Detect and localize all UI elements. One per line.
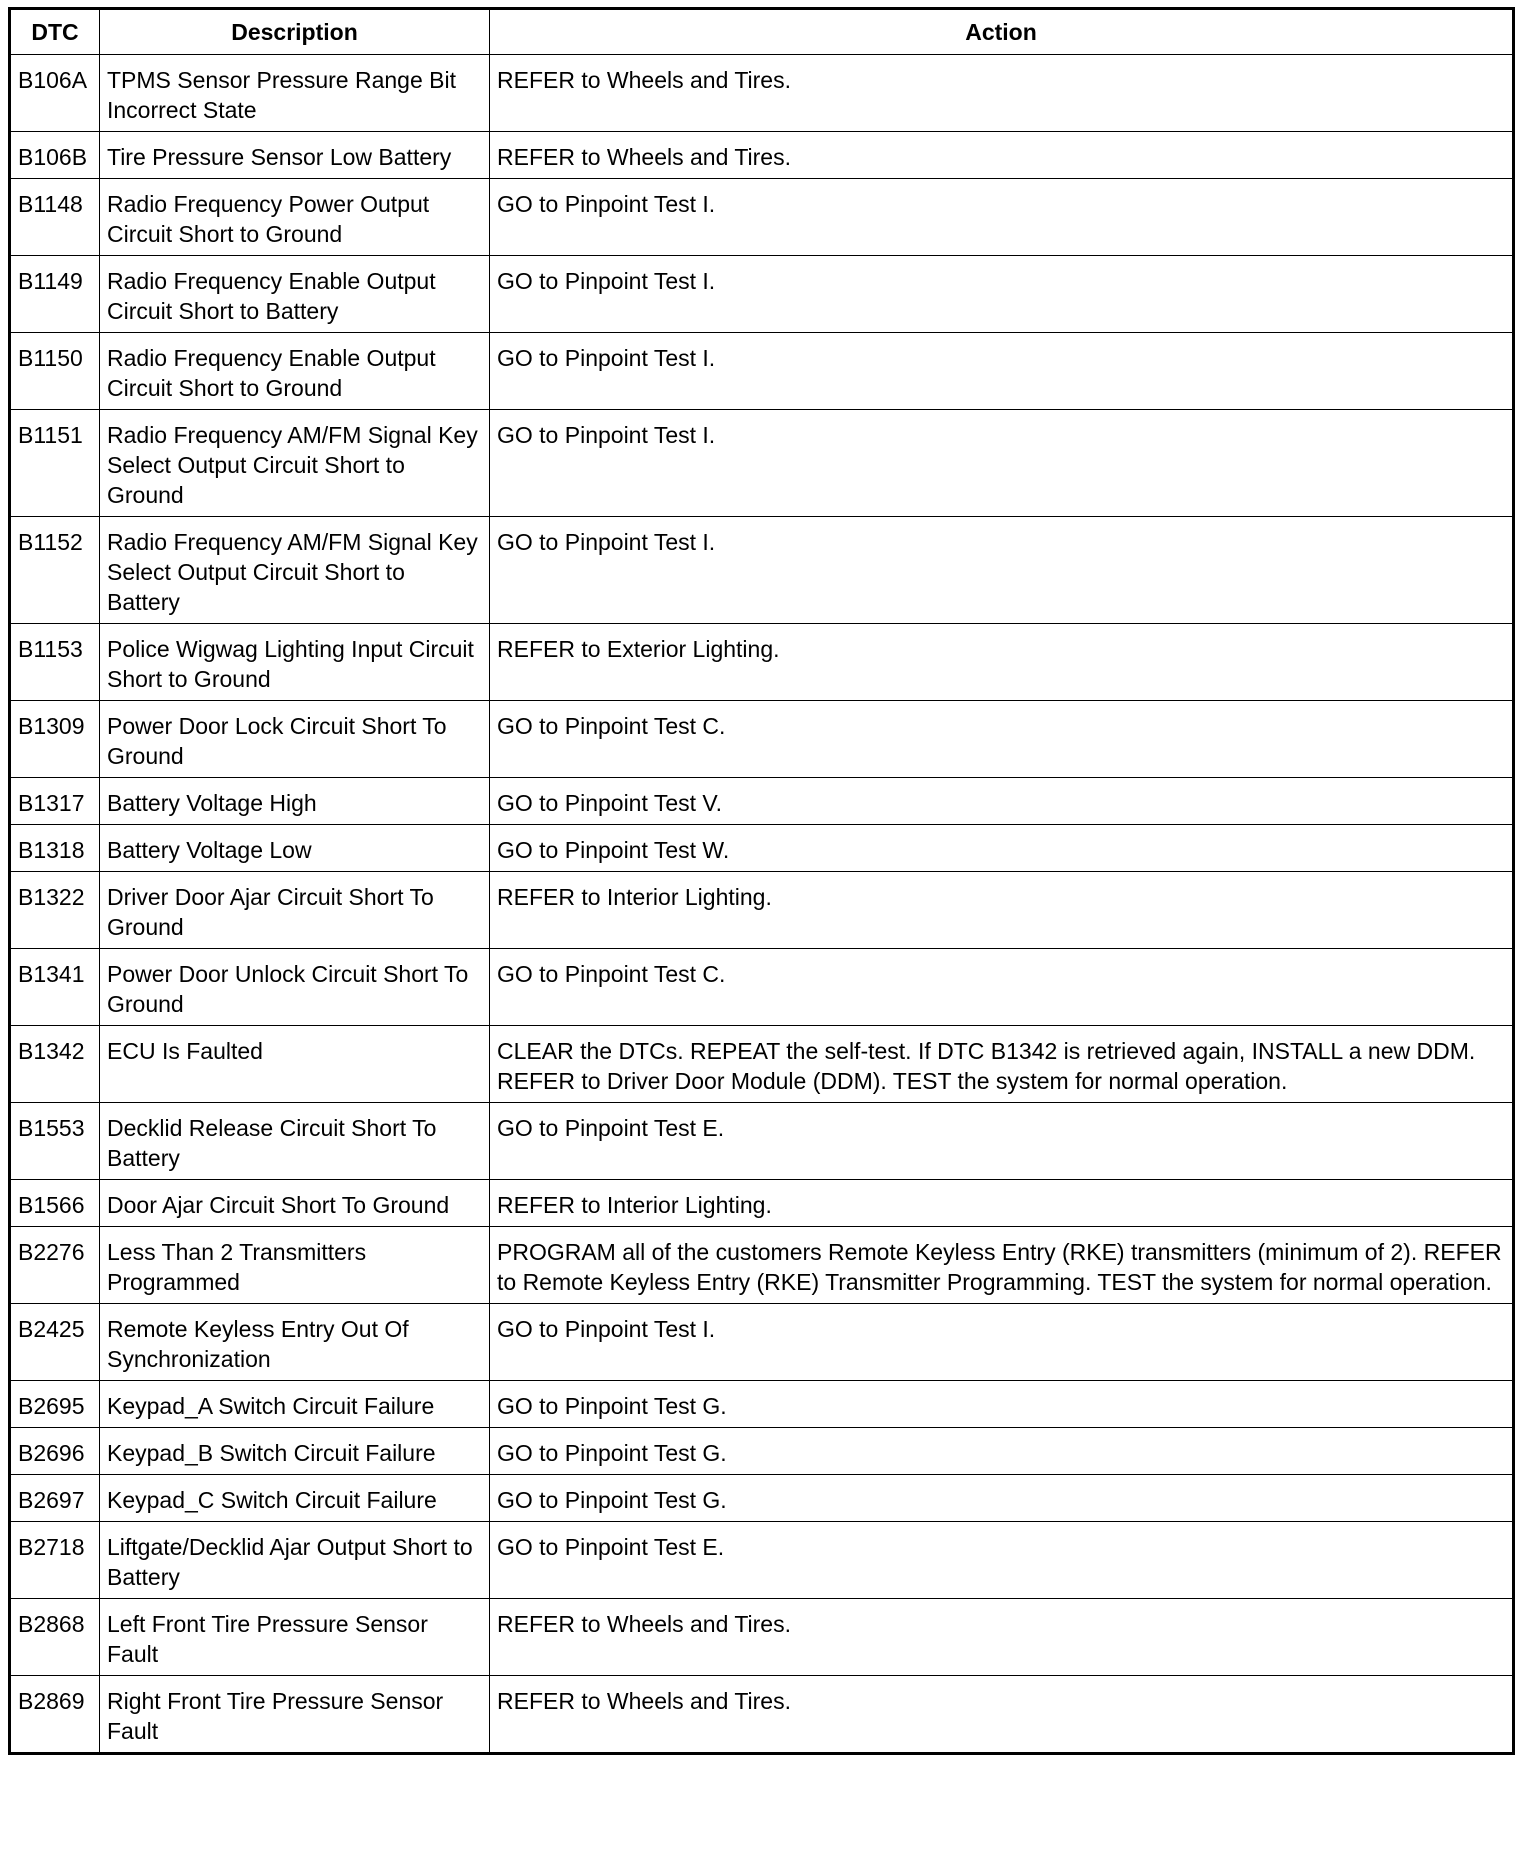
dtc-code-cell: B1148	[10, 179, 100, 256]
table-row	[10, 1026, 1514, 1103]
dtc-code-cell: B1151	[10, 410, 100, 517]
action-cell: GO to Pinpoint Test I.	[490, 179, 1514, 256]
action-cell: GO to Pinpoint Test G.	[490, 1428, 1514, 1475]
description-cell: Driver Door Ajar Circuit Short To Ground	[100, 872, 490, 949]
action-cell: GO to Pinpoint Test G.	[490, 1475, 1514, 1522]
table-row	[10, 55, 1514, 132]
dtc-code-cell: B2425	[10, 1304, 100, 1381]
dtc-code-cell: B1150	[10, 333, 100, 410]
header-action: Action	[490, 9, 1514, 55]
table-row	[10, 825, 1514, 872]
dtc-code-cell: B2695	[10, 1381, 100, 1428]
dtc-table	[8, 7, 1515, 1755]
dtc-code-cell: B1566	[10, 1180, 100, 1227]
table-header	[10, 9, 1514, 55]
header-row	[10, 9, 1514, 55]
description-cell: Radio Frequency AM/FM Signal Key Select Output Circuit Short to Ground	[100, 410, 490, 517]
table-row	[10, 1428, 1514, 1475]
dtc-code-cell: B2868	[10, 1599, 100, 1676]
description-cell: Right Front Tire Pressure Sensor Fault	[100, 1676, 490, 1754]
description-cell: Radio Frequency Enable Output Circuit Short to Ground	[100, 333, 490, 410]
action-cell: REFER to Wheels and Tires.	[490, 1676, 1514, 1754]
description-cell: Decklid Release Circuit Short To Battery	[100, 1103, 490, 1180]
action-cell: REFER to Wheels and Tires.	[490, 1599, 1514, 1676]
table-row	[10, 1676, 1514, 1754]
description-cell: Battery Voltage Low	[100, 825, 490, 872]
table-row	[10, 1304, 1514, 1381]
action-cell: REFER to Exterior Lighting.	[490, 624, 1514, 701]
dtc-code-cell: B1309	[10, 701, 100, 778]
table-row	[10, 179, 1514, 256]
action-cell: GO to Pinpoint Test I.	[490, 517, 1514, 624]
description-cell: Door Ajar Circuit Short To Ground	[100, 1180, 490, 1227]
description-cell: Less Than 2 Transmitters Programmed	[100, 1227, 490, 1304]
action-cell: GO to Pinpoint Test I.	[490, 256, 1514, 333]
action-cell: REFER to Wheels and Tires.	[490, 55, 1514, 132]
table-row	[10, 256, 1514, 333]
description-cell: Power Door Lock Circuit Short To Ground	[100, 701, 490, 778]
dtc-code-cell: B106A	[10, 55, 100, 132]
description-cell: ECU Is Faulted	[100, 1026, 490, 1103]
description-cell: Power Door Unlock Circuit Short To Ground	[100, 949, 490, 1026]
table-row	[10, 1180, 1514, 1227]
header-dtc: DTC	[10, 9, 100, 55]
description-cell: Remote Keyless Entry Out Of Synchronization	[100, 1304, 490, 1381]
table-row	[10, 701, 1514, 778]
table-row	[10, 132, 1514, 179]
dtc-code-cell: B2276	[10, 1227, 100, 1304]
description-cell: Police Wigwag Lighting Input Circuit Short to Ground	[100, 624, 490, 701]
table-row	[10, 778, 1514, 825]
description-cell: TPMS Sensor Pressure Range Bit Incorrect State	[100, 55, 490, 132]
dtc-code-cell: B2696	[10, 1428, 100, 1475]
table-row	[10, 333, 1514, 410]
dtc-code-cell: B1322	[10, 872, 100, 949]
action-cell: GO to Pinpoint Test G.	[490, 1381, 1514, 1428]
dtc-code-cell: B1341	[10, 949, 100, 1026]
table-row	[10, 410, 1514, 517]
table-row	[10, 1475, 1514, 1522]
description-cell: Keypad_B Switch Circuit Failure	[100, 1428, 490, 1475]
table-row	[10, 624, 1514, 701]
dtc-code-cell: B106B	[10, 132, 100, 179]
header-description: Description	[100, 9, 490, 55]
table-row	[10, 1522, 1514, 1599]
description-cell: Tire Pressure Sensor Low Battery	[100, 132, 490, 179]
action-cell: GO to Pinpoint Test C.	[490, 949, 1514, 1026]
description-cell: Radio Frequency Enable Output Circuit Short to Battery	[100, 256, 490, 333]
table-row	[10, 1103, 1514, 1180]
action-cell: GO to Pinpoint Test E.	[490, 1522, 1514, 1599]
action-cell: PROGRAM all of the customers Remote Keyless Entry (RKE) transmitters (minimum of 2). REFER to Remote Keyless Entry (RKE) Transmitter Programming. TEST the system for normal operation.	[490, 1227, 1514, 1304]
table-row	[10, 517, 1514, 624]
description-cell: Battery Voltage High	[100, 778, 490, 825]
dtc-code-cell: B1317	[10, 778, 100, 825]
action-cell: REFER to Wheels and Tires.	[490, 132, 1514, 179]
action-cell: CLEAR the DTCs. REPEAT the self-test. If DTC B1342 is retrieved again, INSTALL a new DDM. REFER to Driver Door Module (DDM). TEST the system for normal operation.	[490, 1026, 1514, 1103]
description-cell: Left Front Tire Pressure Sensor Fault	[100, 1599, 490, 1676]
action-cell: GO to Pinpoint Test C.	[490, 701, 1514, 778]
dtc-code-cell: B1342	[10, 1026, 100, 1103]
table-row	[10, 1599, 1514, 1676]
dtc-code-cell: B1553	[10, 1103, 100, 1180]
description-cell: Keypad_A Switch Circuit Failure	[100, 1381, 490, 1428]
table-body	[10, 55, 1514, 1754]
table-row	[10, 1227, 1514, 1304]
action-cell: GO to Pinpoint Test E.	[490, 1103, 1514, 1180]
action-cell: REFER to Interior Lighting.	[490, 872, 1514, 949]
dtc-code-cell: B2718	[10, 1522, 100, 1599]
description-cell: Liftgate/Decklid Ajar Output Short to Battery	[100, 1522, 490, 1599]
table-row	[10, 949, 1514, 1026]
description-cell: Radio Frequency Power Output Circuit Short to Ground	[100, 179, 490, 256]
action-cell: GO to Pinpoint Test W.	[490, 825, 1514, 872]
description-cell: Keypad_C Switch Circuit Failure	[100, 1475, 490, 1522]
dtc-code-cell: B1153	[10, 624, 100, 701]
dtc-code-cell: B2869	[10, 1676, 100, 1754]
action-cell: GO to Pinpoint Test I.	[490, 410, 1514, 517]
action-cell: REFER to Interior Lighting.	[490, 1180, 1514, 1227]
dtc-code-cell: B2697	[10, 1475, 100, 1522]
description-cell: Radio Frequency AM/FM Signal Key Select Output Circuit Short to Battery	[100, 517, 490, 624]
table-row	[10, 1381, 1514, 1428]
table-row	[10, 872, 1514, 949]
action-cell: GO to Pinpoint Test V.	[490, 778, 1514, 825]
dtc-code-cell: B1318	[10, 825, 100, 872]
action-cell: GO to Pinpoint Test I.	[490, 1304, 1514, 1381]
action-cell: GO to Pinpoint Test I.	[490, 333, 1514, 410]
dtc-code-cell: B1152	[10, 517, 100, 624]
dtc-code-cell: B1149	[10, 256, 100, 333]
